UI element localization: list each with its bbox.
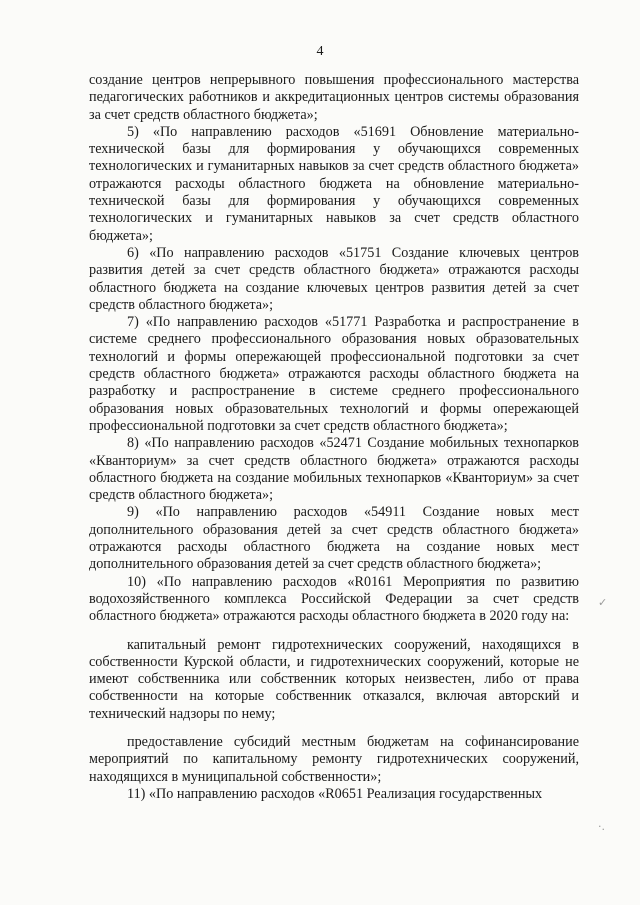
- paragraph-item-7: 7) «По направлению расходов «51771 Разработка и распространение в системе среднего профессионального образования новых образовательных технологий и формы опережающей профессиональной подготовки за счет средств областного бюджета» отражаются расходы областного бюджета на разработку и распространение в системе среднего профессионального образования новых образовательных технологий и формы опережающей профессиональной подготовки за счет средств областного бюджета»;: [89, 314, 579, 434]
- paragraph-item-8: 8) «По направлению расходов «52471 Создание мобильных технопарков «Кванториум» за счет средств областного бюджета» отражаются расходы областного бюджета на создание мобильных технопарков «Кванториум» за счет средств областного бюджета»;: [89, 435, 579, 504]
- margin-scan-speck-icon: ·.: [598, 820, 605, 833]
- paragraph-item-10-sub-2: предоставление субсидий местным бюджетам на софинансирование мероприятий по капитальному ремонту гидротехнических сооружений, находящихся в муниципальной собственности»;: [89, 733, 579, 785]
- paragraph-continuation: создание центров непрерывного повышения профессионального мастерства педагогических работников и аккредитационных центров системы образования за счет средств областного бюджета»;: [89, 72, 579, 123]
- paragraph-item-9: 9) «По направлению расходов «54911 Создание новых мест дополнительного образования детей за счет средств областного бюджета» отражаются расходы областного бюджета на создание новых мест дополнительного образования детей за счет средств областного бюджета»;: [89, 504, 579, 573]
- paragraph-item-10-sub-1: капитальный ремонт гидротехнических сооружений, находящихся в собственности Курской области, и гидротехнических сооружений, которые не имеют собственника или собственник которых неизвестен, либо от права собственности на которые собственник отказался, включая авторский и технический надзоры по нему;: [89, 636, 579, 722]
- paragraph-item-10: 10) «По направлению расходов «R0161 Мероприятия по развитию водохозяйственного комплекса Российской Федерации за счет средств областного бюджета» отражаются расходы областного бюджета в 2020 году на:: [89, 573, 579, 625]
- paragraph-item-6: 6) «По направлению расходов «51751 Создание ключевых центров развития детей за счет средств областного бюджета» отражаются расходы областного бюджета на создание ключевых центров развития детей за счет средств областного бюджета»;: [89, 244, 579, 313]
- paragraph-item-11: 11) «По направлению расходов «R0651 Реализация государственных: [127, 785, 543, 802]
- document-body: [89, 72, 579, 803]
- page-number: 4: [316, 44, 324, 59]
- margin-check-mark-icon: ✓: [598, 596, 608, 609]
- paragraph-item-5: 5) «По направлению расходов «51691 Обновление материально-технической базы для формирования у обучающихся современных технологических и гуманитарных навыков за счет средств областного бюджета» отражаются расходы областного бюджета на обновление материально-технической базы для формирования у обучающихся современных технологических и гуманитарных навыков за счет средств областного бюджета»;: [89, 123, 579, 244]
